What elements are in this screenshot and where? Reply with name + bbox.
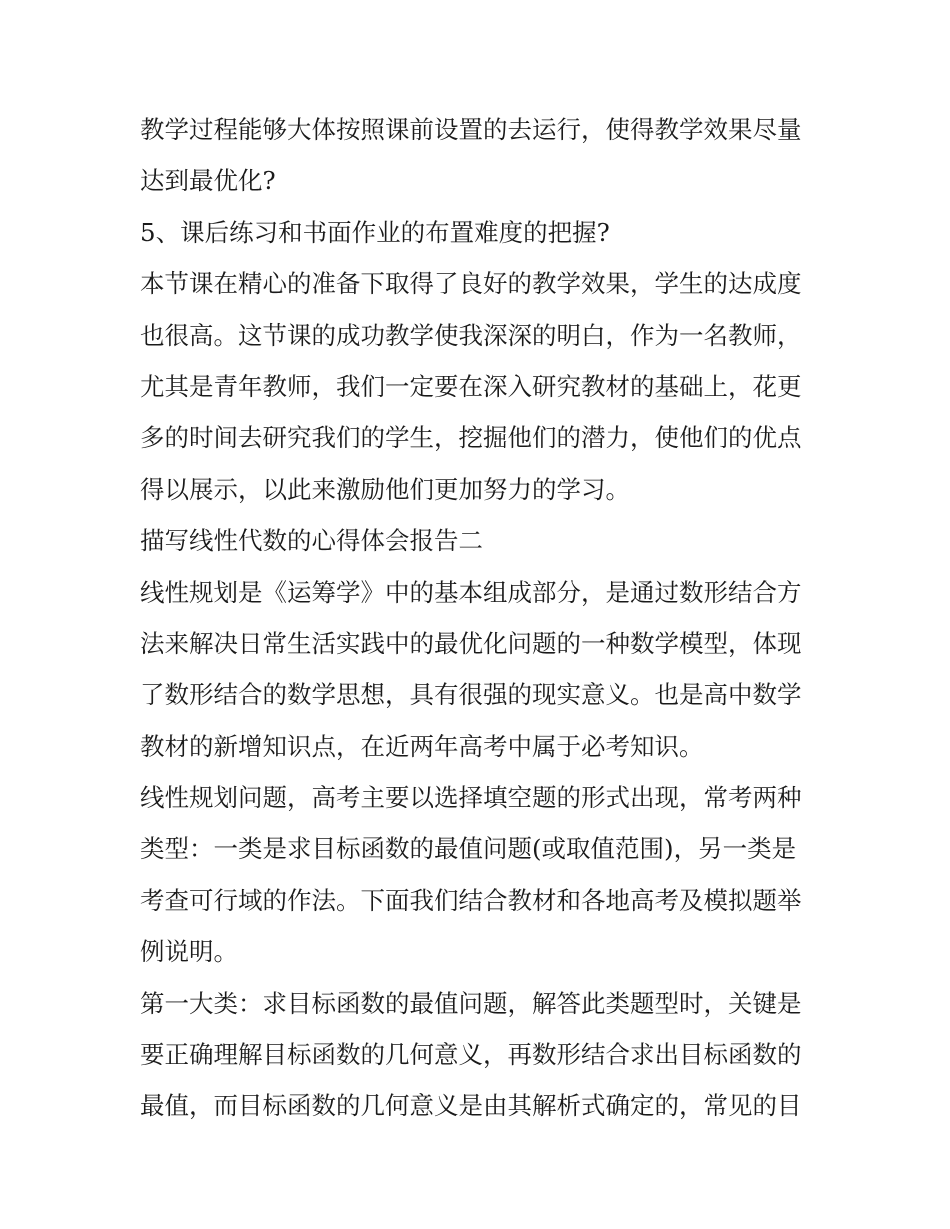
text-line: 5、课后练习和书面作业的布置难度的把握? xyxy=(140,217,610,247)
text-line: 得以展示，以此来激励他们更加努力的学习。 xyxy=(140,474,630,504)
text-line: 也很高。这节课的成功教学使我深深的明白，作为一名教师， xyxy=(140,320,802,350)
text-line: 考查可行域的作法。下面我们结合教材和各地高考及模拟题举 xyxy=(140,885,802,915)
text-line: 了数形结合的数学思想，具有很强的现实意义。也是高中数学 xyxy=(140,680,802,710)
text-line: 本节课在精心的准备下取得了良好的教学效果，学生的达成度 xyxy=(140,269,802,299)
text-line: 类型：一类是求目标函数的最值问题(或取值范围)，另一类是 xyxy=(140,834,797,864)
text-line: 尤其是青年教师，我们一定要在深入研究教材的基础上，花更 xyxy=(140,371,802,401)
document-body xyxy=(140,104,820,1132)
text-line: 第一大类：求目标函数的最值问题，解答此类题型时，关键是 xyxy=(140,988,802,1018)
text-line: 达到最优化? xyxy=(140,166,276,196)
text-line: 教学过程能够大体按照课前设置的去运行，使得教学效果尽量 xyxy=(140,115,802,144)
text-line: 例说明。 xyxy=(140,937,238,967)
text-line: 多的时间去研究我们的学生，挖掘他们的潜力，使他们的优点 xyxy=(140,423,802,453)
text-line: 线性规划问题，高考主要以选择填空题的形式出现，常考两种 xyxy=(140,783,802,813)
text-line: 要正确理解目标函数的几何意义，再数形结合求出目标函数的 xyxy=(140,1040,802,1070)
text-line: 线性规划是《运筹学》中的基本组成部分，是通过数形结合方 xyxy=(140,577,802,607)
text-line: 法来解决日常生活实践中的最优化问题的一种数学模型，体现 xyxy=(140,628,802,658)
section-heading: 描写线性代数的心得体会报告二 xyxy=(140,526,483,556)
text-line: 最值，而目标函数的几何意义是由其解析式确定的，常见的目 xyxy=(140,1091,802,1121)
text-line: 教材的新增知识点，在近两年高考中属于必考知识。 xyxy=(140,731,704,761)
